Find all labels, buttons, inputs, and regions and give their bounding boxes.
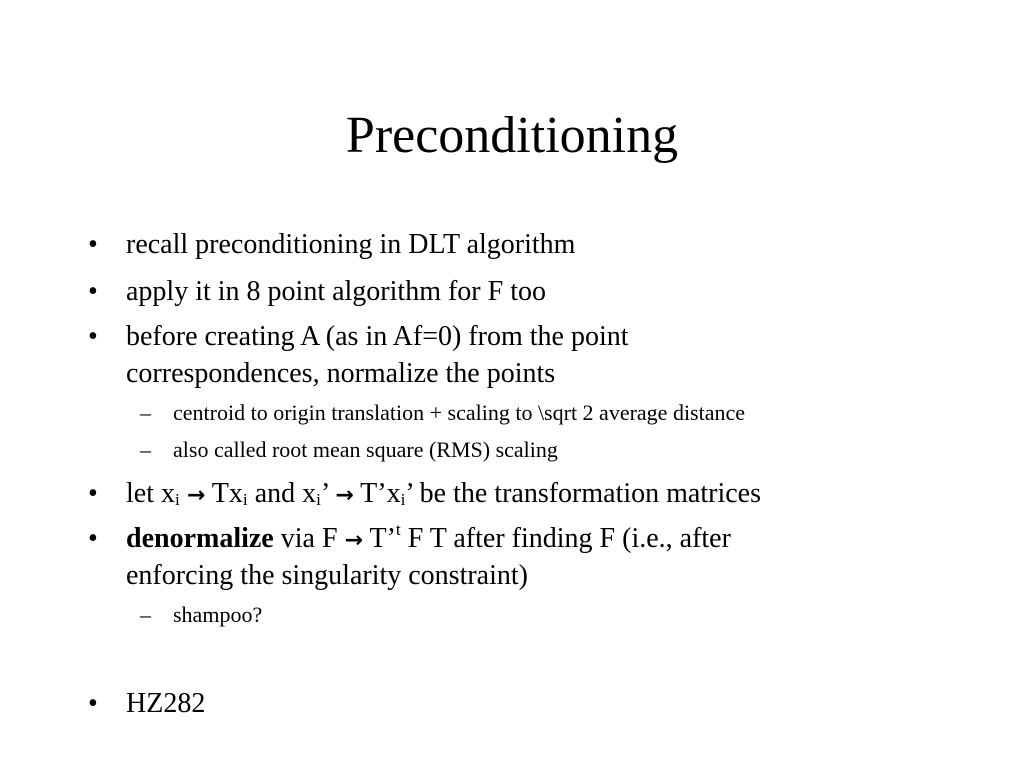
bullet-text-formula: denormalize via F → T’$^t$ F T after finding F (i.e., after <box>126 519 731 554</box>
sub-bullet-text: also called root mean square (RMS) scaling <box>173 437 558 462</box>
bullet-marker: • <box>88 478 98 509</box>
bullet-marker: • <box>88 321 98 352</box>
bold-term: denormalize <box>126 523 274 554</box>
sub-bullet-text: shampoo? <box>173 602 263 627</box>
arrow-icon: → <box>344 528 363 553</box>
bullet-text: apply it in 8 point algorithm for F too <box>126 276 546 307</box>
sub-bullet-marker: – <box>140 400 151 425</box>
bullet-text: HZ282 <box>126 688 206 719</box>
bullet-text: recall preconditioning in DLT algorithm <box>126 229 576 260</box>
bullet-text-formula: let $x_i \to Tx_i$ and $x_i$’ → $T’x_i$’ be the transformation matrices <box>126 478 761 510</box>
bullet-marker: • <box>88 229 98 260</box>
bullet-text-line1: before creating A (as in Af=0) from the point <box>126 321 629 352</box>
bullet-text-line2: correspondences, normalize the points <box>126 358 556 389</box>
arrow-icon: → <box>335 483 354 508</box>
bullet-marker: • <box>88 276 98 307</box>
slide-title: Preconditioning <box>345 107 679 164</box>
sub-bullet-marker: – <box>140 602 151 627</box>
bullet-marker: • <box>88 523 98 554</box>
sub-bullet-marker: – <box>140 437 151 462</box>
arrow-icon: → <box>186 483 206 508</box>
sub-bullet-text: centroid to origin translation + scaling to \sqrt 2 average distance <box>173 400 746 425</box>
bullet-text-line2: enforcing the singularity constraint) <box>126 560 528 591</box>
bullet-marker: • <box>88 688 98 719</box>
